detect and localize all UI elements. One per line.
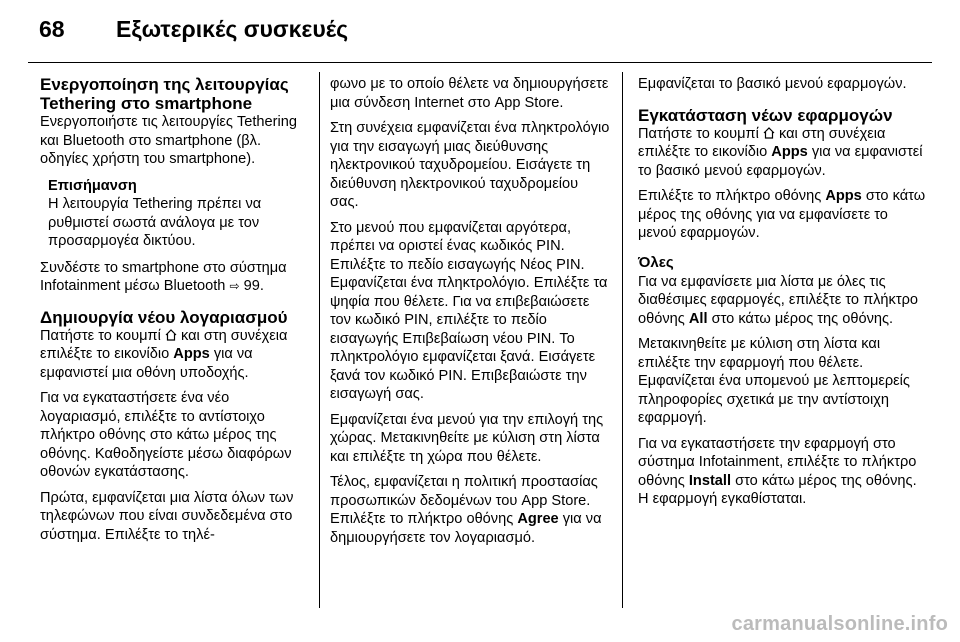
- paragraph: [40, 259, 310, 296]
- header-rule: [28, 62, 932, 63]
- paragraph-text: και στη συνέχεια επιλέξτε το εικονίδιο: [40, 327, 288, 362]
- note-text: Η λειτουργία Tethering πρέπει να ρυθμιστεί σωστά ανάλογα με τον προσαρμογέα δικτύου.: [48, 196, 262, 249]
- section-title: Εξωτερικές συσκευές: [116, 16, 349, 42]
- paragraph: Εμφανίζεται το βασικό μενού εφαρμογών.: [638, 76, 907, 92]
- page-reference[interactable]: 99.: [243, 278, 264, 294]
- paragraph: [40, 327, 310, 383]
- heading-new-account: Δημιουργία νέου λογαριασμού: [40, 307, 288, 327]
- install-label: Install: [688, 472, 732, 489]
- paragraph-text: στο κάτω μέρος της οθόνης.: [711, 310, 894, 327]
- apps-label: Apps: [173, 346, 210, 362]
- paragraph-text: για να εμφανιστεί μια οθόνη υποδοχής.: [40, 346, 253, 381]
- paragraph-text: Πατήστε το κουμπί: [638, 125, 759, 142]
- paragraph-text: και στη συνέχεια επιλέξτε το εικονίδιο: [638, 125, 886, 160]
- heading-tethering: Ενεργοποίηση της λειτουργίας Tethering στο smartphone: [40, 75, 289, 113]
- note-title: Επισήμανση: [48, 177, 137, 194]
- note-box: [40, 177, 310, 251]
- apps-label: Apps: [771, 144, 808, 160]
- paragraph: [638, 125, 928, 181]
- apps-label: Apps: [825, 188, 862, 204]
- paragraph: [638, 273, 928, 329]
- paragraph-text: Πατήστε το κουμπί: [40, 327, 161, 344]
- column-3: [638, 75, 928, 509]
- all-label: All: [688, 310, 708, 327]
- paragraph-text: για να δημιουργήσετε τον λογαριασμό.: [330, 511, 602, 546]
- paragraph-text: στο κάτω μέρος της οθόνης. Η εφαρμογή εγκαθίσταται.: [638, 472, 917, 507]
- paragraph: φωνο με το οποίο θέλετε να δημιουργήσετε μια σύνδεση Internet στο App Store.: [330, 76, 609, 111]
- paragraph: [330, 473, 610, 547]
- column-2: [330, 75, 610, 554]
- column-1: [40, 75, 310, 551]
- paragraph-text: Επιλέξτε το πλήκτρο οθόνης: [638, 188, 822, 204]
- paragraph-text: στο κάτω μέρος της οθόνης για να εμφανίσετε το μενού εφαρμογών.: [638, 188, 926, 241]
- watermark: carmanualsonline.info: [731, 613, 948, 635]
- column-divider: [622, 72, 623, 608]
- home-icon: [165, 329, 177, 341]
- paragraph: Εμφανίζεται ένα μενού για την επιλογή της χώρας. Μετακινηθείτε με κύλιση στη λίστα και επιλέξτε τη χώρα που θέλετε.: [330, 411, 604, 465]
- paragraph: Μετακινηθείτε με κύλιση στη λίστα και επιλέξτε την εφαρμογή που θέλετε. Εμφανίζεται ένα υπομενού με λεπτομερείς πληροφορίες σχετικά με την αντίστοιχη εφαρμογή.: [638, 336, 910, 426]
- paragraph: [638, 435, 928, 509]
- paragraph: Στη συνέχεια εμφανίζεται ένα πληκτρολόγιο για την εισαγωγή μιας διεύθυνσης ηλεκτρονικού ταχυδρομείου. Εισάγετε τη διεύθυνση ηλεκτρονικού ταχυδρομείου σας.: [330, 120, 610, 210]
- heading-install-apps: Εγκατάσταση νέων εφαρμογών: [638, 105, 893, 125]
- paragraph: [638, 187, 928, 243]
- paragraph-text: Για να εγκαταστήσετε την εφαρμογή στο σύστημα Infotainment, επιλέξτε το πλήκτρο οθόνης: [638, 435, 917, 489]
- arrow-ref-icon: ⇨: [229, 279, 240, 293]
- paragraph: Ενεργοποιήστε τις λειτουργίες Tethering και Bluetooth στο smartphone (βλ. οδηγίες χρήστη του smartphone).: [40, 114, 297, 167]
- paragraph: Για να εγκαταστήσετε ένα νέο λογαριασμό, επιλέξτε το αντίστοιχο πλήκτρο οθόνης στο κάτω μέρος της οθόνης. Καθοδηγείστε μέσω διαφόρων οθονών εγκατάστασης.: [40, 390, 292, 480]
- page-header: [28, 12, 932, 52]
- agree-label: Agree: [517, 511, 559, 527]
- paragraph-text: Για να εμφανίσετε μια λίστα με όλες τις διαθέσιμες εφαρμογές, επιλέξτε το πλήκτρο οθόνης: [638, 273, 919, 327]
- paragraph-text: Τέλος, εμφανίζεται η πολιτική προστασίας προσωπικών δεδομένων του App Store. Επιλέξτε το πλήκτρο οθόνης: [330, 474, 598, 527]
- paragraph-text: για να εμφανιστεί το βασικό μενού εφαρμογών.: [638, 144, 923, 179]
- home-icon: [763, 127, 775, 139]
- paragraph: Πρώτα, εμφανίζεται μια λίστα όλων των τηλεφώνων που είναι συνδεδεμένα στο σύστημα. Επιλέξτε το τηλέ-: [40, 489, 294, 543]
- page-number: 68: [39, 16, 65, 42]
- paragraph-text: Συνδέστε το smartphone στο σύστημα Infotainment μέσω Bluetooth: [40, 259, 287, 294]
- paragraph: Στο μενού που εμφανίζεται αργότερα, πρέπει να οριστεί ένας κωδικός PIN. Επιλέξτε το πεδίο εισαγωγής Νέος PIN. Εμφανίζεται ένα πληκτρολόγιο. Επιλέξτε τα ψηφία που θέλετε. Για να επιβεβαιώσετε τον κωδικό PIN, επιλέξτε το πεδίο εισαγωγής Επιβεβαίωση νέου PIN. Το πληκτρολόγιο εμφανίζεται ξανά. Εισάγετε ξανά τον κωδικό PIN. Επιβεβαιώστε την εισαγωγή σας.: [330, 219, 608, 402]
- heading-all: Όλες: [638, 253, 674, 271]
- column-divider: [319, 72, 320, 608]
